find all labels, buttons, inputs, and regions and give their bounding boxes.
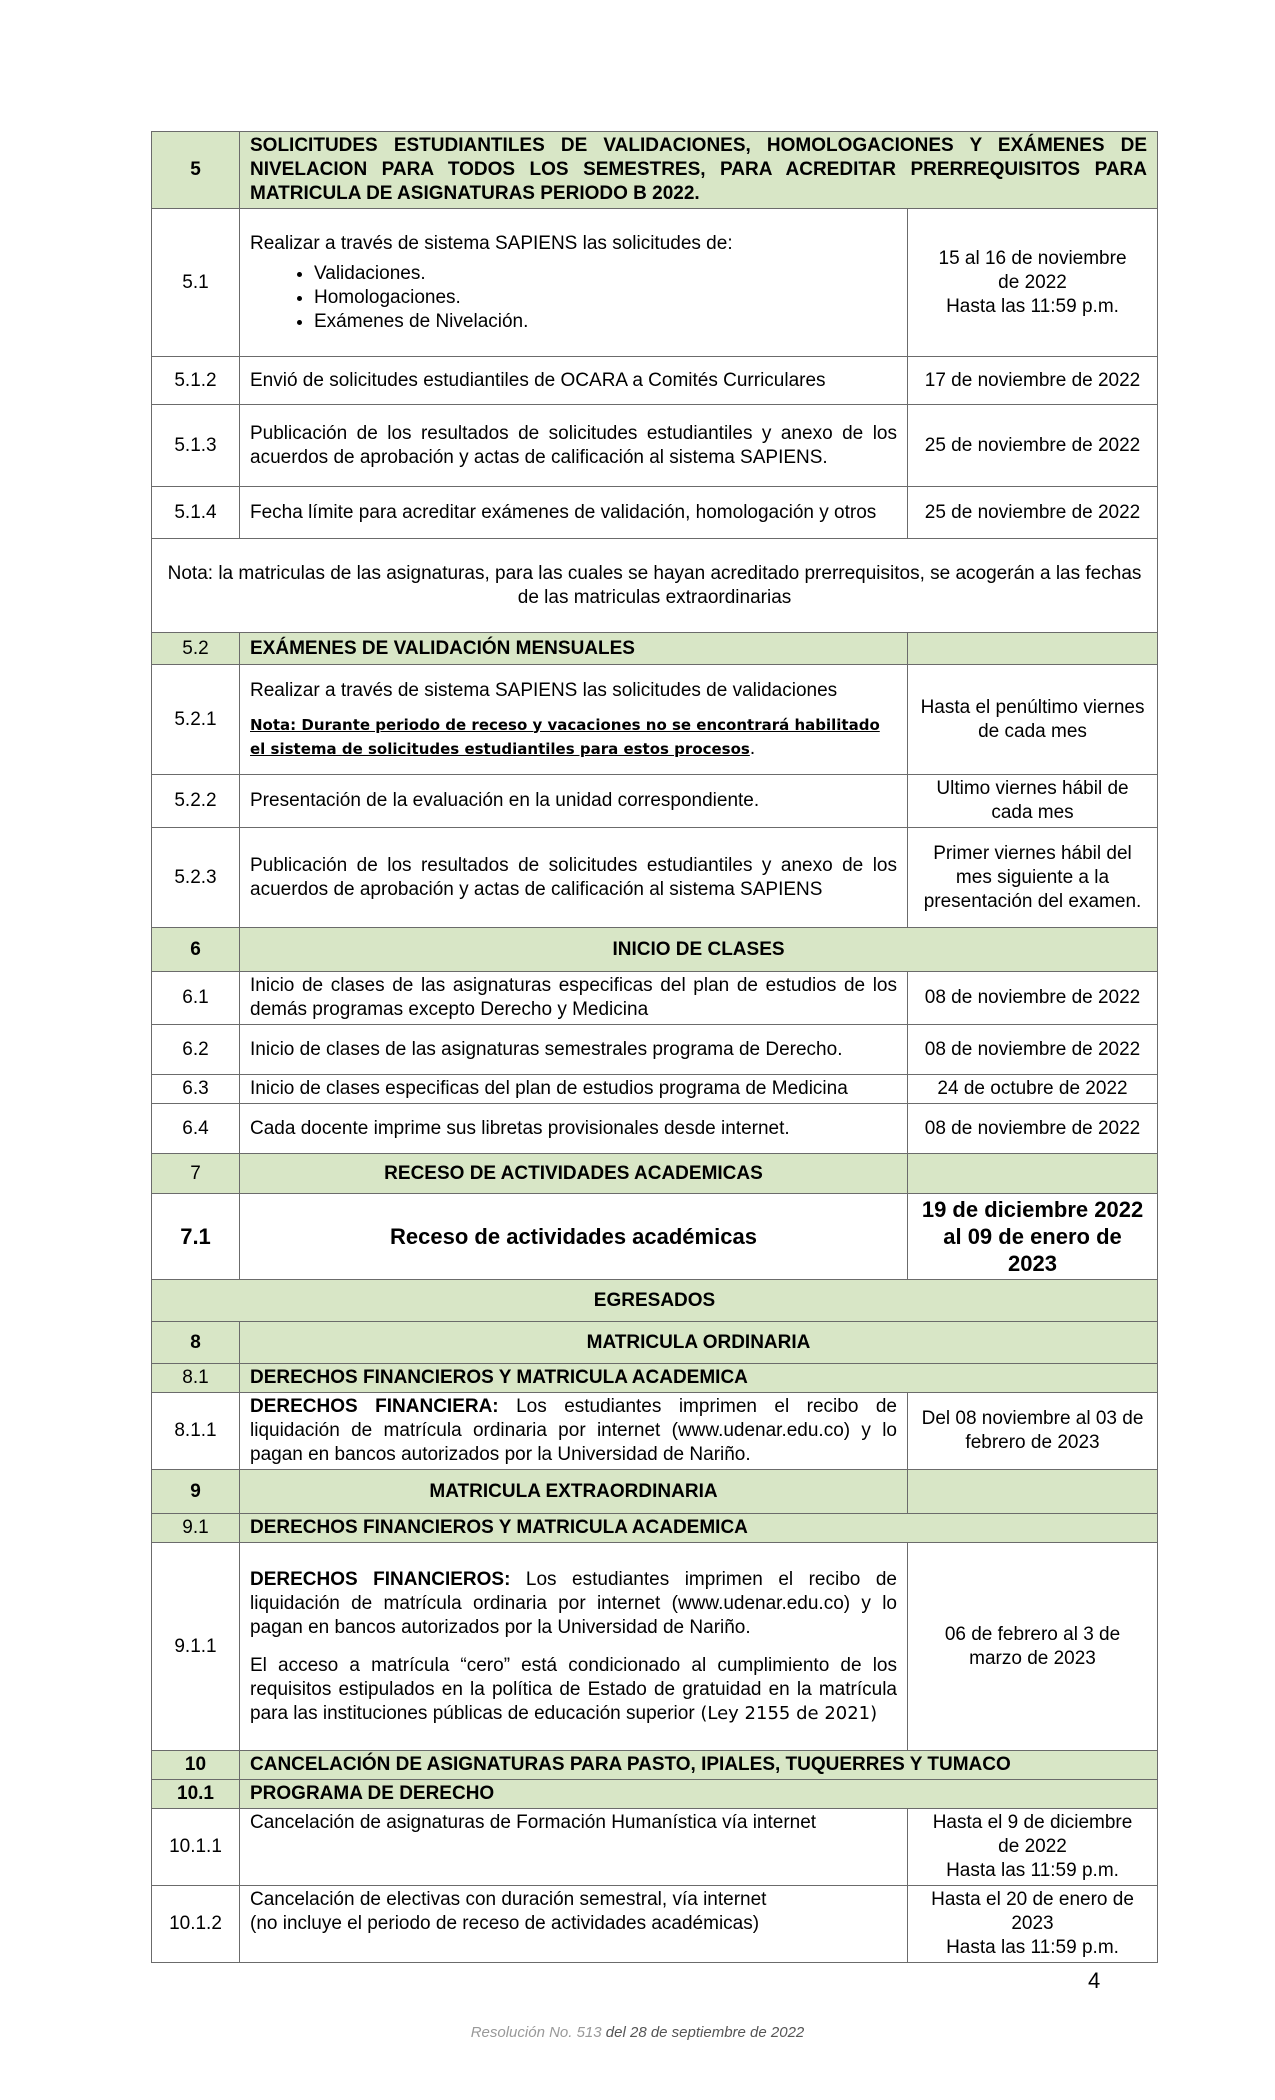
table-row: [152, 1886, 1158, 1963]
table-row: [152, 1809, 1158, 1886]
section-header-6: [152, 928, 1158, 972]
table-row: [152, 1393, 1158, 1470]
note-text: Nota: la matriculas de las asignaturas, para las cuales se hayan acreditado prerrequisitos, se acogerán a las fechas de las matriculas extraordinarias: [152, 539, 1158, 633]
section-number: 7: [152, 1154, 240, 1194]
list-item: • Validaciones.: [314, 262, 897, 286]
item-number: 5.1: [152, 209, 240, 357]
date-line: de 2022: [998, 1836, 1067, 1857]
item-number: 9.1.1: [152, 1543, 240, 1751]
item-date: 17 de noviembre de 2022: [908, 357, 1158, 405]
section-title: INICIO DE CLASES: [240, 928, 1158, 972]
empty-cell: [908, 1470, 1158, 1514]
item-description: [240, 1393, 908, 1470]
table-row: [152, 1543, 1158, 1751]
item-number: 6.3: [152, 1075, 240, 1104]
item-description: Receso de actividades académicas: [240, 1194, 908, 1280]
item-lead: DERECHOS FINANCIERA:: [250, 1396, 499, 1417]
table-row: [152, 1194, 1158, 1280]
table-row: [152, 1104, 1158, 1154]
item-description: Cancelación de asignaturas de Formación Humanística vía internet: [240, 1809, 908, 1886]
item-number: 5.1.2: [152, 357, 240, 405]
bullet-list: [250, 262, 897, 334]
item-description: [240, 665, 908, 775]
section-title: SOLICITUDES ESTUDIANTILES DE VALIDACIONES, HOMOLOGACIONES Y EXÁMENES DE NIVELACION PARA TODOS LOS SEMESTRES, PARA ACREDITAR PRERREQUISITOS PARA MATRICULA DE ASIGNATURAS PERIODO B 2022.: [240, 132, 1158, 209]
item-number: 6.2: [152, 1025, 240, 1075]
table-row: [152, 1075, 1158, 1104]
section-number: 8.1: [152, 1364, 240, 1393]
table-row: [152, 828, 1158, 928]
table-row: [152, 357, 1158, 405]
table-row: [152, 209, 1158, 357]
item-date: [908, 1809, 1158, 1886]
item-description: Fecha límite para acreditar exámenes de validación, homologación y otros: [240, 487, 908, 539]
date-line: Hasta las 11:59 p.m.: [946, 1937, 1119, 1958]
section-title: CANCELACIÓN DE ASIGNATURAS PARA PASTO, IPIALES, TUQUERRES Y TUMACO: [240, 1751, 1158, 1780]
section-number: 10: [152, 1751, 240, 1780]
section-header-9-1: [152, 1514, 1158, 1543]
footer-resolution: [0, 2024, 1275, 2041]
item-law: (Ley 2155 de 2021): [694, 1702, 878, 1724]
item-description: [240, 1543, 908, 1751]
section-number: 9: [152, 1470, 240, 1514]
item-text: (no incluye el periodo de receso de actividades académicas): [250, 1913, 760, 1934]
item-number: 7.1: [152, 1194, 240, 1280]
section-header-8: [152, 1322, 1158, 1364]
item-date: Ultimo viernes hábil de cada mes: [908, 775, 1158, 828]
table-row: [152, 665, 1158, 775]
item-number: 6.1: [152, 972, 240, 1025]
section-header-8-1: [152, 1364, 1158, 1393]
item-description: Cada docente imprime sus libretas provisionales desde internet.: [240, 1104, 908, 1154]
section-number: 6: [152, 928, 240, 972]
item-text: Los estudiantes imprimen el recibo de liquidación de matrícula ordinaria por internet (www.udenar.edu.co) y lo pagan en bancos autorizados por la Universidad de Nariño.: [250, 1396, 897, 1465]
item-number: 5.2.2: [152, 775, 240, 828]
item-text: Los estudiantes imprimen el recibo de liquidación de matrícula ordinaria por internet (www.udenar.edu.co) y lo pagan en bancos autorizados por la Universidad de Nariño.: [250, 1568, 897, 1638]
item-description: Inicio de clases especificas del plan de estudios programa de Medicina: [240, 1075, 908, 1104]
group-header-egresados: [152, 1280, 1158, 1322]
table-row: [152, 1025, 1158, 1075]
item-text: El acceso a matrícula “cero” está condicionado al cumplimiento de los requisitos estipulados en la política de Estado de gratuidad en la matrícula para las instituciones públicas de educación superior: [250, 1654, 897, 1724]
note-row: [152, 539, 1158, 633]
item-description: Presentación de la evaluación en la unidad correspondiente.: [240, 775, 908, 828]
item-number: 5.2.1: [152, 665, 240, 775]
item-paragraph: [250, 1654, 897, 1726]
section-title: EXÁMENES DE VALIDACIÓN MENSUALES: [240, 633, 908, 665]
item-text: Cancelación de electivas con duración semestral, vía internet: [250, 1889, 767, 1910]
date-line: Hasta las 11:59 p.m.: [946, 1860, 1119, 1881]
item-date: 19 de diciembre 2022 al 09 de enero de 2023: [908, 1194, 1158, 1280]
section-title: DERECHOS FINANCIEROS Y MATRICULA ACADEMICA: [240, 1364, 1158, 1393]
section-header-7: [152, 1154, 1158, 1194]
note-underlined: Nota: Durante periodo de receso y vacaciones no se encontrará habilitado el sistema de solicitudes estudiantiles para estos procesos: [250, 715, 880, 758]
section-title: MATRICULA EXTRAORDINARIA: [240, 1470, 908, 1514]
item-date: 08 de noviembre de 2022: [908, 1104, 1158, 1154]
section-title: RECESO DE ACTIVIDADES ACADEMICAS: [240, 1154, 908, 1194]
item-number: 10.1.1: [152, 1809, 240, 1886]
section-header-5: [152, 132, 1158, 209]
group-title: EGRESADOS: [152, 1280, 1158, 1322]
item-text: Realizar a través de sistema SAPIENS las solicitudes de validaciones: [250, 679, 838, 701]
item-description: [240, 1886, 908, 1963]
item-text: Realizar a través de sistema SAPIENS las solicitudes de:: [250, 232, 733, 254]
item-number: 6.4: [152, 1104, 240, 1154]
section-number: 5.2: [152, 633, 240, 665]
item-date: [908, 209, 1158, 357]
footer-suffix: del 28 de septiembre de 2022: [601, 2024, 805, 2041]
item-date: 25 de noviembre de 2022: [908, 405, 1158, 487]
section-number: 5: [152, 132, 240, 209]
date-line: de 2022: [998, 271, 1067, 293]
item-note: Nota: Durante periodo de receso y vacaciones no se encontrará habilitado el sistema de solicitudes estudiantiles para estos procesos.: [250, 715, 880, 759]
section-title: PROGRAMA DE DERECHO: [240, 1780, 1158, 1809]
section-header-10-1: [152, 1780, 1158, 1809]
section-header-10: [152, 1751, 1158, 1780]
item-lead: DERECHOS FINANCIEROS:: [250, 1568, 511, 1590]
date-line: Hasta el 9 de diciembre: [932, 1812, 1133, 1833]
item-description: Publicación de los resultados de solicitudes estudiantiles y anexo de los acuerdos de aprobación y actas de calificación al sistema SAPIENS: [240, 828, 908, 928]
list-item: • Exámenes de Nivelación.: [314, 310, 897, 334]
item-date: 25 de noviembre de 2022: [908, 487, 1158, 539]
list-item: • Homologaciones.: [314, 286, 897, 310]
section-title: MATRICULA ORDINARIA: [240, 1322, 1158, 1364]
section-number: 10.1: [152, 1780, 240, 1809]
item-date: Hasta el penúltimo viernes de cada mes: [908, 665, 1158, 775]
date-line: Hasta el 20 de enero de: [931, 1889, 1134, 1910]
section-number: 8: [152, 1322, 240, 1364]
section-number: 9.1: [152, 1514, 240, 1543]
item-number: 5.1.3: [152, 405, 240, 487]
item-date: Del 08 noviembre al 03 de febrero de 2023: [908, 1393, 1158, 1470]
table-row: [152, 487, 1158, 539]
item-description: Publicación de los resultados de solicitudes estudiantiles y anexo de los acuerdos de aprobación y actas de calificación al sistema SAPIENS.: [240, 405, 908, 487]
item-number: 8.1.1: [152, 1393, 240, 1470]
page-number: 4: [1088, 1968, 1101, 1993]
item-description: Envió de solicitudes estudiantiles de OCARA a Comités Curriculares: [240, 357, 908, 405]
item-number: 5.1.4: [152, 487, 240, 539]
section-title: DERECHOS FINANCIEROS Y MATRICULA ACADEMICA: [240, 1514, 1158, 1543]
item-date: 08 de noviembre de 2022: [908, 972, 1158, 1025]
item-date: 06 de febrero al 3 de marzo de 2023: [908, 1543, 1158, 1751]
item-description: Inicio de clases de las asignaturas especificas del plan de estudios de los demás programas excepto Derecho y Medicina: [240, 972, 908, 1025]
date-line: 2023: [1011, 1913, 1054, 1934]
item-date: Primer viernes hábil del mes siguiente a la presentación del examen.: [908, 828, 1158, 928]
item-number: 5.2.3: [152, 828, 240, 928]
empty-cell: [908, 633, 1158, 665]
item-paragraph: [250, 1568, 897, 1640]
table-row: [152, 775, 1158, 828]
item-date: [908, 1886, 1158, 1963]
item-description: [240, 209, 908, 357]
section-header-5-2: [152, 633, 1158, 665]
section-header-9: [152, 1470, 1158, 1514]
footer-prefix: Resolución No. 513: [470, 2024, 602, 2041]
date-line: 15 al 16 de noviembre: [938, 247, 1127, 269]
item-description: Inicio de clases de las asignaturas semestrales programa de Derecho.: [240, 1025, 908, 1075]
calendar-table: [151, 131, 1158, 1963]
empty-cell: [908, 1154, 1158, 1194]
table-row: [152, 972, 1158, 1025]
item-date: 08 de noviembre de 2022: [908, 1025, 1158, 1075]
item-date: 24 de octubre de 2022: [908, 1075, 1158, 1104]
item-number: 10.1.2: [152, 1886, 240, 1963]
date-line: Hasta las 11:59 p.m.: [946, 295, 1119, 317]
table-row: [152, 405, 1158, 487]
